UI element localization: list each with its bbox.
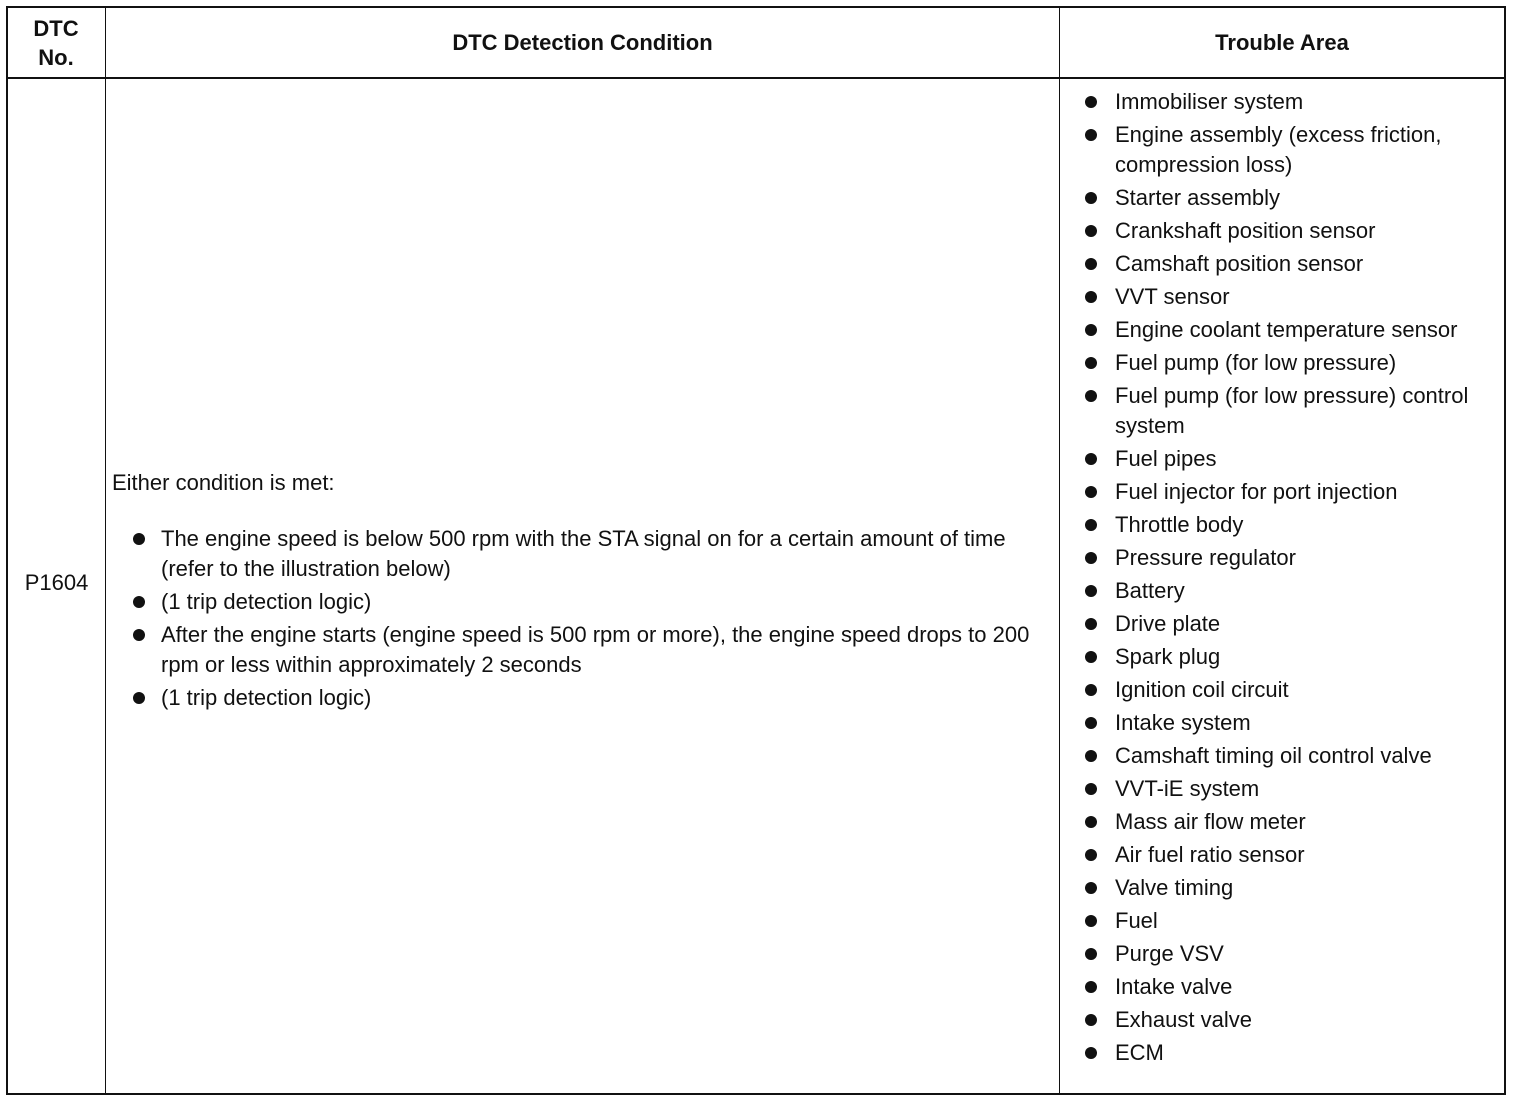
trouble-area-item — [1067, 120, 1497, 180]
trouble-area-item-text: Engine coolant temperature sensor — [1115, 317, 1458, 342]
condition-intro: Either condition is met: — [112, 470, 335, 495]
condition-item — [112, 683, 1052, 713]
bullet-icon — [1085, 390, 1097, 402]
trouble-area-item — [1067, 873, 1497, 903]
trouble-area-item-text: Fuel — [1115, 908, 1158, 933]
trouble-area-item — [1067, 477, 1497, 507]
trouble-area-item-text: Battery — [1115, 578, 1185, 603]
bullet-icon — [1085, 324, 1097, 336]
trouble-area-item-text: Camshaft timing oil control valve — [1115, 743, 1432, 768]
bullet-icon — [133, 596, 145, 608]
trouble-area-item — [1067, 774, 1497, 804]
trouble-area-item — [1067, 1005, 1497, 1035]
bullet-icon — [133, 692, 145, 704]
trouble-area-item-text: Drive plate — [1115, 611, 1221, 636]
trouble-area-item — [1067, 708, 1497, 738]
bullet-icon — [1085, 291, 1097, 303]
table-header-row — [8, 8, 1504, 79]
bullet-icon — [1085, 915, 1097, 927]
trouble-area-item — [1067, 972, 1497, 1002]
trouble-area-item-text: Throttle body — [1115, 512, 1244, 537]
trouble-area-item — [1067, 840, 1497, 870]
trouble-area-item-text: Exhaust valve — [1115, 1007, 1252, 1032]
trouble-area-item-text: Crankshaft position sensor — [1115, 218, 1376, 243]
bullet-icon — [1085, 453, 1097, 465]
trouble-area-item — [1067, 1038, 1497, 1068]
trouble-area-item-text: Spark plug — [1115, 644, 1221, 669]
bullet-icon — [1085, 96, 1097, 108]
trouble-area-item — [1067, 939, 1497, 969]
condition-item-text: (1 trip detection logic) — [161, 589, 372, 614]
trouble-area-item — [1067, 87, 1497, 117]
trouble-area-item-text: Ignition coil circuit — [1115, 677, 1289, 702]
trouble-area-item-text: Fuel injector for port injection — [1115, 479, 1398, 504]
bullet-icon — [1085, 519, 1097, 531]
trouble-area-item — [1067, 675, 1497, 705]
trouble-area-item — [1067, 216, 1497, 246]
trouble-area-item-text: Fuel pump (for low pressure) control system — [1115, 383, 1469, 438]
bullet-icon — [1085, 585, 1097, 597]
header-detection-condition: DTC Detection Condition — [452, 30, 713, 55]
bullet-icon — [1085, 717, 1097, 729]
condition-item-text: (1 trip detection logic) — [161, 685, 372, 710]
bullet-icon — [1085, 651, 1097, 663]
bullet-icon — [1085, 258, 1097, 270]
trouble-area-item — [1067, 315, 1497, 345]
bullet-icon — [1085, 684, 1097, 696]
trouble-area-item — [1067, 543, 1497, 573]
bullet-icon — [1085, 552, 1097, 564]
trouble-area-item-text: Starter assembly — [1115, 185, 1281, 210]
trouble-area-item-text: Immobiliser system — [1115, 89, 1304, 114]
bullet-icon — [1085, 357, 1097, 369]
trouble-area-item — [1067, 906, 1497, 936]
header-trouble-area: Trouble Area — [1215, 30, 1349, 55]
trouble-area-item-text: Pressure regulator — [1115, 545, 1296, 570]
bullet-icon — [133, 629, 145, 641]
dtc-table — [6, 6, 1506, 1095]
bullet-icon — [1085, 1047, 1097, 1059]
trouble-area-item — [1067, 183, 1497, 213]
bullet-icon — [1085, 486, 1097, 498]
trouble-area-item-text: VVT-iE system — [1115, 776, 1260, 801]
bullet-icon — [1085, 1014, 1097, 1026]
bullet-icon — [1085, 783, 1097, 795]
bullet-icon — [1085, 750, 1097, 762]
trouble-area-item-text: Fuel pipes — [1115, 446, 1217, 471]
bullet-icon — [1085, 129, 1097, 141]
trouble-area-item — [1067, 807, 1497, 837]
trouble-area-cell — [1067, 87, 1497, 1071]
bullet-icon — [1085, 849, 1097, 861]
bullet-icon — [1085, 192, 1097, 204]
trouble-area-item-text: Purge VSV — [1115, 941, 1224, 966]
trouble-area-item — [1067, 348, 1497, 378]
trouble-area-item-text: Mass air flow meter — [1115, 809, 1306, 834]
condition-item-text: After the engine starts (engine speed is 500 rpm or more), the engine speed drops to 200 rpm or less within approximately 2 seconds — [161, 622, 1030, 677]
trouble-area-item-text: Air fuel ratio sensor — [1115, 842, 1305, 867]
trouble-area-list — [1067, 87, 1497, 1068]
trouble-area-item-text: VVT sensor — [1115, 284, 1230, 309]
bullet-icon — [1085, 981, 1097, 993]
condition-list — [112, 524, 1052, 713]
header-dtc-no: DTC No. — [33, 15, 79, 70]
bullet-icon — [1085, 225, 1097, 237]
trouble-area-item — [1067, 381, 1497, 441]
condition-item — [112, 587, 1052, 617]
trouble-area-item — [1067, 642, 1497, 672]
trouble-area-item — [1067, 609, 1497, 639]
trouble-area-item-text: Camshaft position sensor — [1115, 251, 1364, 276]
detection-condition-cell — [112, 468, 1052, 716]
table-row — [8, 79, 1504, 1093]
condition-item — [112, 620, 1052, 680]
trouble-area-item-text: Fuel pump (for low pressure) — [1115, 350, 1397, 375]
trouble-area-item-text: Valve timing — [1115, 875, 1234, 900]
trouble-area-item-text: Engine assembly (excess friction, compression loss) — [1115, 122, 1442, 177]
trouble-area-item — [1067, 741, 1497, 771]
bullet-icon — [1085, 882, 1097, 894]
bullet-icon — [1085, 816, 1097, 828]
dtc-code: P1604 — [24, 570, 89, 595]
trouble-area-item-text: Intake valve — [1115, 974, 1233, 999]
condition-item — [112, 524, 1052, 584]
trouble-area-item — [1067, 282, 1497, 312]
condition-item-text: The engine speed is below 500 rpm with the STA signal on for a certain amount of time (refer to the illustration below) — [161, 526, 1006, 581]
trouble-area-item — [1067, 510, 1497, 540]
bullet-icon — [133, 533, 145, 545]
trouble-area-item — [1067, 444, 1497, 474]
bullet-icon — [1085, 618, 1097, 630]
trouble-area-item-text: ECM — [1115, 1040, 1164, 1065]
trouble-area-item — [1067, 576, 1497, 606]
trouble-area-item-text: Intake system — [1115, 710, 1251, 735]
bullet-icon — [1085, 948, 1097, 960]
trouble-area-item — [1067, 249, 1497, 279]
